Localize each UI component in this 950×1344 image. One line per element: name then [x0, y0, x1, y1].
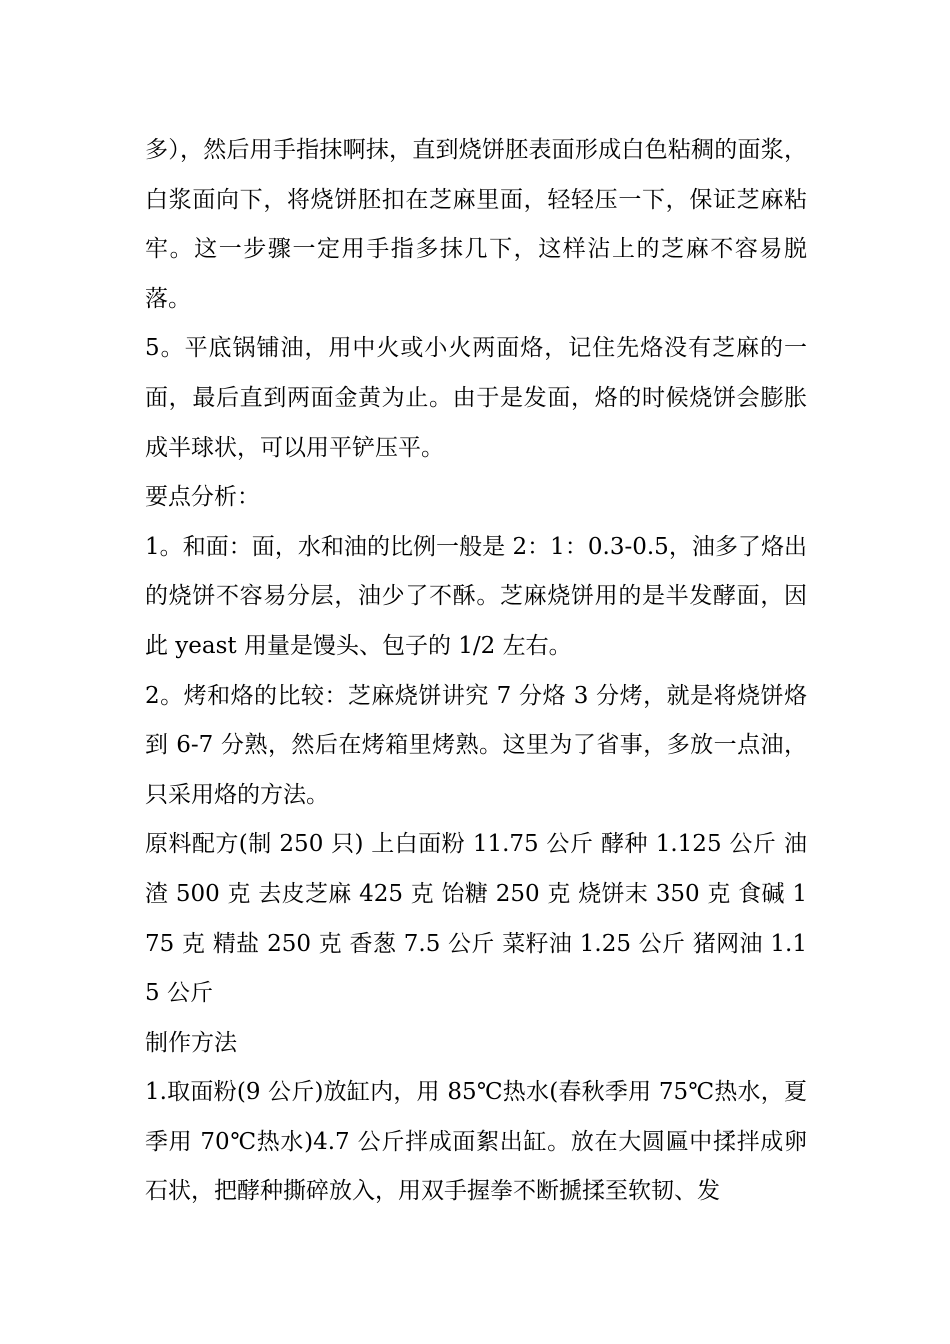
- paragraph-method-heading: 制作方法: [145, 1029, 237, 1056]
- paragraph-key-points-heading: 要点分析：: [145, 484, 260, 511]
- paragraph-method-step-1: 1.取面粉(9 公斤)放缸内，用 85℃热水(春秋季用 75℃热水，夏季用 70℃热水)4.7 公斤拌成面絮出缸。放在大圆匾中揉拌成卵石状，把酵种撕碎放入，用双手握拳不断搋揉至软韧、发: [145, 1079, 807, 1205]
- document-body: [145, 126, 807, 1217]
- paragraph-key-point-2: 2。烤和烙的比较：芝麻烧饼讲究 7 分烙 3 分烤，就是将烧饼烙到 6-7 分熟，然后在烤箱里烤熟。这里为了省事，多放一点油，只采用烙的方法。: [145, 682, 807, 808]
- paragraph-key-point-1: 1。和面：面，水和油的比例一般是 2：1：0.3-0.5，油多了烙出的烧饼不容易分层，油少了不酥。芝麻烧饼用的是半发酵面，因此 yeast 用量是馒头、包子的 1/2 左右。: [145, 533, 807, 659]
- paragraph-ingredients: 原料配方(制 250 只) 上白面粉 11.75 公斤 酵种 1.125 公斤 油渣 500 克 去皮芝麻 425 克 饴糖 250 克 烧饼末 350 克 食碱 175 克 精盐 250 克 香葱 7.5 公斤 菜籽油 1.25 公斤 猪网油 1.15 公斤: [145, 831, 807, 1007]
- paragraph-method-continued: 多），然后用手指抹啊抹，直到烧饼胚表面形成白色粘稠的面浆，白浆面向下，将烧饼胚扣在芝麻里面，轻轻压一下，保证芝麻粘牢。这一步骤一定用手指多抹几下，这样沾上的芝麻不容易脱落。: [145, 137, 807, 312]
- paragraph-step-5: 5。平底锅铺油，用中火或小火两面烙，记住先烙没有芝麻的一面，最后直到两面金黄为止。由于是发面，烙的时候烧饼会膨胀成半球状，可以用平铲压平。: [145, 335, 807, 461]
